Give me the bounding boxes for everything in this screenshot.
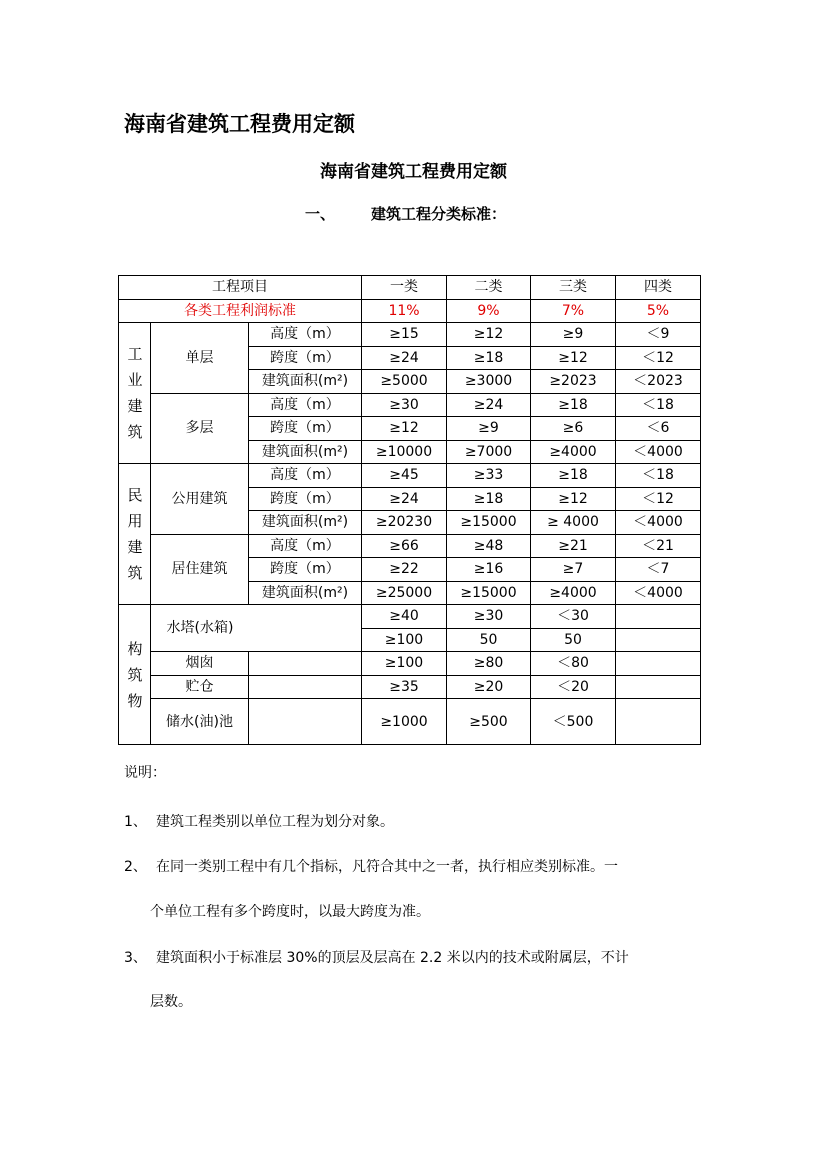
header-class-3: 三类 [531, 276, 616, 300]
header-class-1: 一类 [362, 276, 447, 300]
classification-table [118, 275, 701, 745]
value-cell: ＜500 [531, 699, 616, 745]
group-industrial-label: 工业建筑 [127, 345, 143, 441]
value-cell: ≥35 [362, 675, 447, 699]
profit-class-1: 11% [362, 299, 447, 323]
table-row [119, 699, 701, 745]
value-cell: ＜2023 [616, 370, 701, 394]
group-industrial [119, 323, 151, 464]
section-title: 建筑工程分类标准： [371, 205, 507, 223]
value-cell: ＜18 [616, 393, 701, 417]
metric-area: 建筑面积(m²) [249, 581, 362, 605]
note-1-number: 1、 [124, 814, 147, 830]
sub-pool [151, 699, 249, 745]
note-2 [124, 844, 618, 890]
profit-label: 各类工程利润标准 [119, 299, 362, 323]
value-cell: ＜21 [616, 534, 701, 558]
metric-span: 跨度（m） [249, 417, 362, 441]
value-cell: ＜18 [616, 464, 701, 488]
value-cell: ≥7 [531, 558, 616, 582]
value-cell [616, 605, 701, 629]
value-cell: ≥6 [531, 417, 616, 441]
section-number: 一、 [305, 205, 336, 223]
value-cell [616, 675, 701, 699]
notes-label: 说明： [124, 765, 166, 781]
value-cell: ＜12 [616, 346, 701, 370]
value-cell: ≥18 [447, 487, 531, 511]
value-cell: ≥30 [447, 605, 531, 629]
metric-span: 跨度（m） [249, 346, 362, 370]
note-2-continuation: 个单位工程有多个跨度时，以最大跨度为准。 [150, 904, 430, 920]
value-cell: ≥9 [531, 323, 616, 347]
metric-height: 高度（m） [249, 534, 362, 558]
value-cell: ≥ 4000 [531, 511, 616, 535]
value-cell: 50 [531, 628, 616, 652]
header-item: 工程项目 [119, 276, 362, 300]
group-civil [119, 464, 151, 605]
value-cell: ≥30 [362, 393, 447, 417]
value-cell: ≥21 [531, 534, 616, 558]
sub-pool-label: 储水(油)池 [166, 713, 233, 730]
sub-tower-label: 水塔(水箱) [166, 620, 234, 636]
value-cell: ≥22 [362, 558, 447, 582]
metric-area: 建筑面积(m²) [249, 440, 362, 464]
header-class-4: 四类 [616, 276, 701, 300]
empty-cell [249, 652, 362, 676]
metric-span: 跨度（m） [249, 487, 362, 511]
group-civil-label: 民用建筑 [127, 486, 143, 582]
note-1-text: 建筑工程类别以单位工程为划分对象。 [156, 814, 394, 830]
value-cell: ≥15000 [447, 581, 531, 605]
value-cell: ≥33 [447, 464, 531, 488]
profit-class-4: 5% [616, 299, 701, 323]
table-row [119, 534, 701, 558]
empty-cell [249, 675, 362, 699]
value-cell: ≥15 [362, 323, 447, 347]
header-class-2: 二类 [447, 276, 531, 300]
section-heading [305, 203, 506, 224]
metric-area: 建筑面积(m²) [249, 511, 362, 535]
group-structures [119, 605, 151, 745]
value-cell: ＜7 [616, 558, 701, 582]
note-3-text: 建筑面积小于标准层 30%的顶层及层高在 2.2 米以内的技术或附属层，不计 [156, 950, 629, 966]
sub-single: 单层 [151, 323, 249, 394]
table-row [119, 393, 701, 417]
value-cell: ≥12 [362, 417, 447, 441]
table-row [119, 323, 701, 347]
value-cell: ＜9 [616, 323, 701, 347]
value-cell: ≥18 [531, 393, 616, 417]
value-cell [616, 628, 701, 652]
metric-area: 建筑面积(m²) [249, 370, 362, 394]
value-cell: ≥5000 [362, 370, 447, 394]
value-cell: ≥100 [362, 628, 447, 652]
value-cell: ≥48 [447, 534, 531, 558]
value-cell: ≥10000 [362, 440, 447, 464]
value-cell [616, 652, 701, 676]
metric-span: 跨度（m） [249, 558, 362, 582]
note-2-text: 在同一类别工程中有几个指标，凡符合其中之一者，执行相应类别标准。一 [156, 859, 618, 875]
value-cell: ＜20 [531, 675, 616, 699]
value-cell: ＜12 [616, 487, 701, 511]
value-cell: ≥4000 [531, 581, 616, 605]
value-cell: ≥20230 [362, 511, 447, 535]
metric-height: 高度（m） [249, 464, 362, 488]
sub-residential: 居住建筑 [151, 534, 249, 605]
value-cell: ≥12 [531, 487, 616, 511]
value-cell: ≥12 [447, 323, 531, 347]
profit-class-3: 7% [531, 299, 616, 323]
table-header-row [119, 276, 701, 300]
note-2-number: 2、 [124, 859, 147, 875]
value-cell: ≥18 [531, 464, 616, 488]
value-cell: ≥24 [362, 487, 447, 511]
value-cell: ≥24 [362, 346, 447, 370]
metric-height: 高度（m） [249, 323, 362, 347]
value-cell: ＜80 [531, 652, 616, 676]
metric-height: 高度（m） [249, 393, 362, 417]
value-cell: ≥20 [447, 675, 531, 699]
sub-chimney: 烟囱 [151, 652, 249, 676]
empty-cell [249, 699, 362, 745]
value-cell: ≥16 [447, 558, 531, 582]
value-cell: ≥15000 [447, 511, 531, 535]
value-cell: ≥4000 [531, 440, 616, 464]
value-cell: ＜30 [531, 605, 616, 629]
profit-class-2: 9% [447, 299, 531, 323]
value-cell: ≥18 [447, 346, 531, 370]
table-row [119, 605, 701, 629]
value-cell: ≥45 [362, 464, 447, 488]
sub-silo: 贮仓 [151, 675, 249, 699]
value-cell: ≥12 [531, 346, 616, 370]
table-row [119, 675, 701, 699]
note-3 [124, 935, 629, 981]
profit-row [119, 299, 701, 323]
group-structures-label: 构筑物 [127, 639, 143, 710]
value-cell: 50 [447, 628, 531, 652]
sub-public: 公用建筑 [151, 464, 249, 535]
note-3-continuation: 层数。 [150, 994, 192, 1010]
value-cell: ≥2023 [531, 370, 616, 394]
document-title: 海南省建筑工程费用定额 [124, 112, 355, 136]
note-3-number: 3、 [124, 950, 147, 966]
value-cell: ＜6 [616, 417, 701, 441]
value-cell: ≥80 [447, 652, 531, 676]
value-cell: ≥1000 [362, 699, 447, 745]
value-cell: ≥3000 [447, 370, 531, 394]
value-cell [616, 699, 701, 745]
value-cell: ≥100 [362, 652, 447, 676]
value-cell: ≥500 [447, 699, 531, 745]
value-cell: ≥25000 [362, 581, 447, 605]
value-cell: ≥7000 [447, 440, 531, 464]
value-cell: ≥66 [362, 534, 447, 558]
value-cell: ＜4000 [616, 511, 701, 535]
value-cell: ＜4000 [616, 581, 701, 605]
value-cell: ≥40 [362, 605, 447, 629]
sub-multi: 多层 [151, 393, 249, 464]
subtitle: 海南省建筑工程费用定额 [320, 162, 507, 182]
note-1 [124, 799, 394, 845]
table-row [119, 652, 701, 676]
sub-tower [151, 605, 362, 652]
value-cell: ＜4000 [616, 440, 701, 464]
value-cell: ≥9 [447, 417, 531, 441]
value-cell: ≥24 [447, 393, 531, 417]
table-row [119, 464, 701, 488]
